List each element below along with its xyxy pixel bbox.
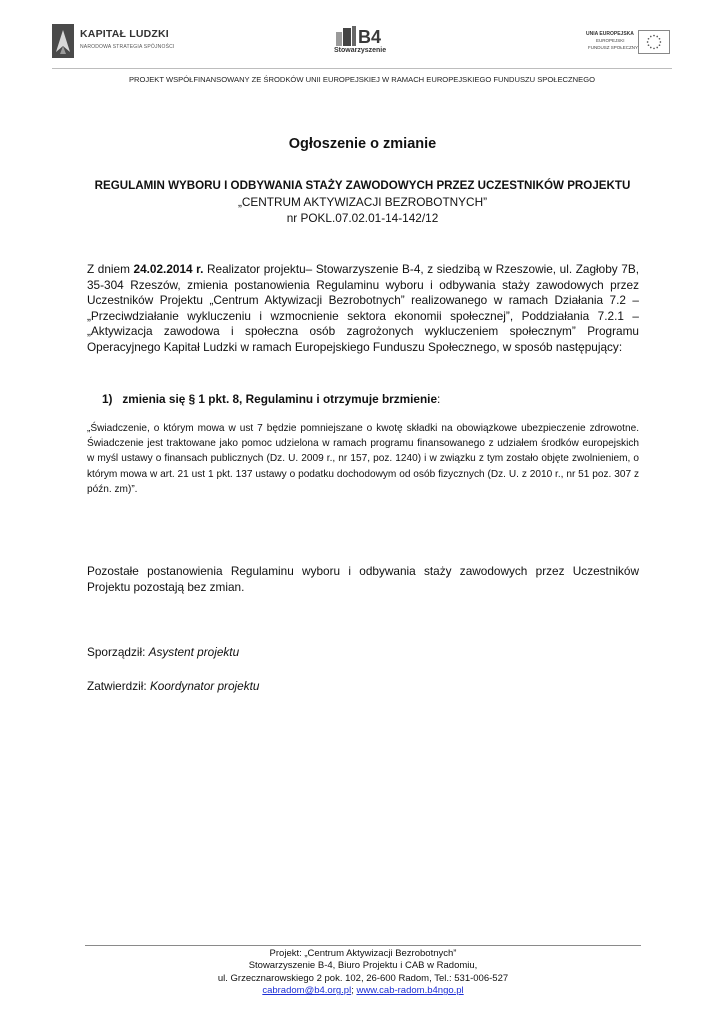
logo-center-name: Stowarzyszenie xyxy=(334,47,387,54)
footer-links xyxy=(85,985,641,997)
logo-left-subtitle: NARODOWA STRATEGIA SPÓJNOŚCI xyxy=(80,44,175,50)
footer-website-link[interactable]: www.cab-radom.b4ngo.pl xyxy=(356,985,464,997)
footer xyxy=(85,948,641,998)
footer-link-separator: ; xyxy=(351,985,357,997)
header-divider xyxy=(52,68,672,69)
kapital-ludzki-emblem-icon xyxy=(52,24,74,58)
eu-flag-icon xyxy=(638,30,670,54)
change-number: 1) xyxy=(102,392,113,406)
change-colon: : xyxy=(437,392,441,406)
intro-paragraph xyxy=(87,262,639,355)
footer-email-link[interactable]: cabradom@b4.org.pl xyxy=(262,985,352,997)
closing-paragraph: Pozostałe postanowienia Regulaminu wyboru i odbywania staży zawodowych przez Uczestników Projektu pozostają bez zmian. xyxy=(87,564,639,594)
logo-right-line3: FUNDUSZ SPOŁECZNY xyxy=(588,45,639,50)
prepared-by: Asystent projektu xyxy=(148,645,240,659)
project-number: nr POKL.07.02.01-14-142/12 xyxy=(286,211,439,225)
change-heading xyxy=(102,392,440,406)
approved-by: Koordynator projektu xyxy=(149,679,260,693)
intro-date: 24.02.2014 r. xyxy=(133,262,204,276)
funding-note: PROJEKT WSPÓŁFINANSOWANY ZE ŚRODKÓW UNII EUROPEJSKIEJ W RAMACH EUROPEJSKIEGO FUNDUSZU SPOŁECZNEGO xyxy=(128,75,596,84)
logo-right-line2: EUROPEJSKI xyxy=(596,38,625,43)
footer-line-2: Stowarzyszenie B-4, Biuro Projektu i CAB w Radomiu, xyxy=(248,960,478,972)
eu-efs-logo xyxy=(586,30,672,56)
intro-prefix: Z dniem xyxy=(87,262,134,276)
amended-provision-quote: „Świadczenie, o którym mowa w ust 7 będzie pomniejszane o kwotę składki na obowiązkowe ubezpieczenie zdrowotne. Świadczenie jest traktowane jako pomoc udzielona w ramach programu finansowanego z udziałem środków europejskich w myśl ustawy o finansach publicznych (Dz. U. 2009 r., nr 157, poz. 1240) i w związku z tym zostało objęte zwolnieniem, o którym mowa w art. 21 ust 1 pkt. 137 ustawy o podatku dochodowym od osób fizycznych (Dz. U. z 2010 r., nr 51 poz. 307 z późn. zm)”. xyxy=(87,423,639,495)
kapital-ludzki-logo xyxy=(52,24,175,60)
b4-mark-text: B4 xyxy=(358,27,382,46)
intro-text: Realizator projektu– Stowarzyszenie B-4, z siedzibą w Rzeszowie, ul. Zagłoby 7B, 35-304 Rzeszów, zmienia postanowienia Regulaminu wyboru i odbywania staży zawodowych przez Uczestników Projektu „Centrum Aktywizacji Bezrobotnych” realizowanego w ramach Działania 7.2 – „Przeciwdziałanie wykluczeniu i wzmocnienie sektora ekonomii społecznej”, Poddziałania 7.2.1 – „Aktywizacja zawodowa i społeczna osób zagrożonych wykluczeniem społecznym” Programu Operacyjnego Kapitał Ludzki w ramach Europejskiego Funduszu Społecznego, w sposób następujący: xyxy=(87,262,639,354)
footer-line-3: ul. Grzecznarowskiego 2 pok. 102, 26-600 Radom, Tel.: 531-006-527 xyxy=(217,972,509,984)
approved-label: Zatwierdził: xyxy=(87,679,150,693)
logo-left-title: KAPITAŁ LUDZKI xyxy=(80,28,169,40)
document-title: Ogłoszenie o zmianie xyxy=(288,136,437,152)
b4-mark-icon xyxy=(336,26,392,46)
change-text: zmienia się § 1 pkt. 8, Regulaminu i otrzymuje brzmienie xyxy=(122,392,438,406)
footer-divider xyxy=(85,945,641,946)
approved-by-line xyxy=(87,679,259,693)
prepared-label: Sporządził: xyxy=(87,645,149,659)
center-name: „CENTRUM AKTYWIZACJI BEZROBOTNYCH” xyxy=(237,195,488,209)
stowarzyszenie-b4-logo xyxy=(334,26,394,58)
logo-right-line1: UNIA EUROPEJSKA xyxy=(586,31,634,37)
regulation-title: REGULAMIN WYBORU I ODBYWANIA STAŻY ZAWODOWYCH PRZEZ UCZESTNIKÓW PROJEKTU xyxy=(94,179,631,192)
footer-line-1: Projekt: „Centrum Aktywizacji Bezrobotnych” xyxy=(269,948,457,959)
prepared-by-line xyxy=(87,645,239,659)
